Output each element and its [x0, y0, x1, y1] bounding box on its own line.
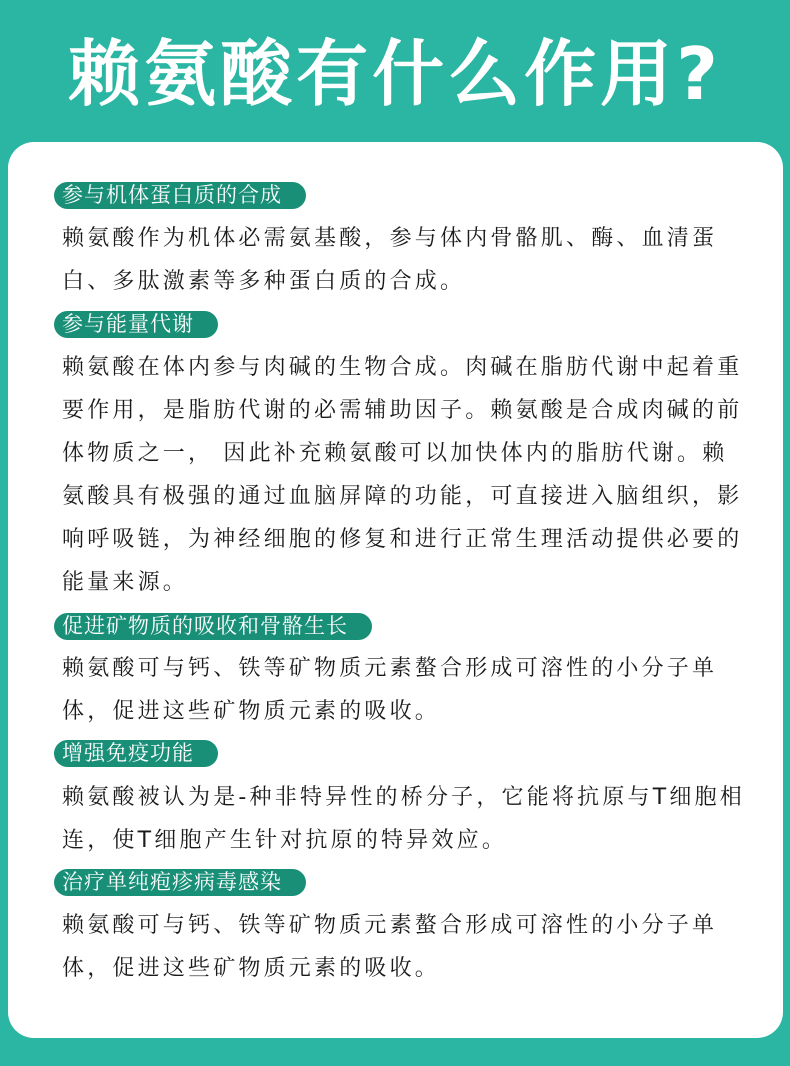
section-heading-immune-function: 增强免疫功能 [54, 740, 218, 767]
section-body-energy-metabolism: 赖氨酸在体内参与肉碱的生物合成。肉碱在脂肪代谢中起着重要作用，是脂肪代谢的必需辅助因子。赖氨酸是合成肉碱的前体物质之一， 因此补充赖氨酸可以加快体内的脂肪代谢。赖氨酸具有极强的通过血脑屏障的功能，可直接进入脑组织，影响呼吸链，为神经细胞的修复和进行正常生理活动提供必要的能量来源。 [62, 355, 743, 595]
section-body-mineral-absorption: 赖氨酸可与钙、铁等矿物质元素螯合形成可溶性的小分子单体，促进这些矿物质元素的吸收。 [62, 656, 718, 724]
page-title: 赖氨酸有什么作用? [68, 32, 722, 116]
section-heading-herpes-treatment: 治疗单纯疱疹病毒感染 [54, 869, 306, 896]
section-body-immune-function: 赖氨酸被认为是-种非特异性的桥分子，它能将抗原与T细胞相连，使T细胞产生针对抗原的特异效应。 [62, 785, 745, 853]
section-body-herpes-treatment: 赖氨酸可与钙、铁等矿物质元素螯合形成可溶性的小分子单体，促进这些矿物质元素的吸收。 [62, 913, 718, 981]
section-body-protein-synthesis: 赖氨酸作为机体必需氨基酸，参与体内骨骼肌、酶、血清蛋白、多肽激素等多种蛋白质的合成。 [62, 226, 718, 294]
section-heading-energy-metabolism: 参与能量代谢 [54, 311, 218, 338]
section-heading-mineral-absorption: 促进矿物质的吸收和骨骼生长 [54, 613, 372, 640]
section-heading-protein-synthesis: 参与机体蛋白质的合成 [54, 182, 306, 209]
